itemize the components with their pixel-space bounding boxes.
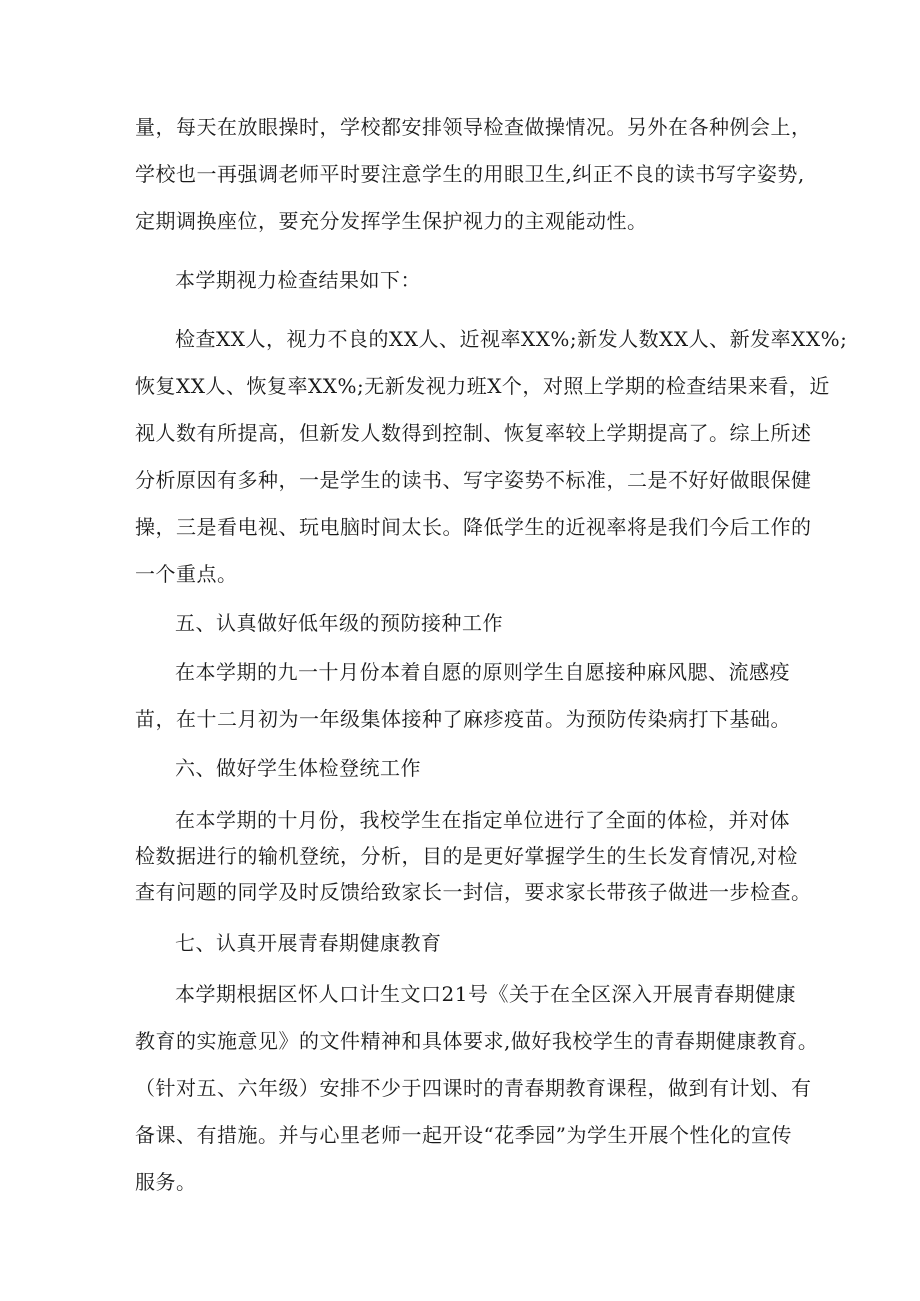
paragraph-vaccination [135,649,790,743]
text-line: 定期调换座位，要充分发挥学生保护视力的主观能动性。 [135,209,648,233]
heading-text: 七、认真开展青春期健康教育 [175,931,442,955]
text-line: 一个重点。 [135,562,238,586]
text-line: 教育的实施意见》的文件精神和具体要求,做好我校学生的青春期健康教育。 [135,1029,819,1053]
text-line: 苗，在十二月初为一年级集体接种了麻疹疫苗。为预防传染病打下基础。 [135,707,791,731]
text-line: 本学期视力检查结果如下： [175,268,421,292]
section-heading-adolescence-education [135,920,790,967]
paragraph-eye-exercise-supervision [135,104,812,245]
text-line: （针对五、六年级）安排不少于四课时的青春期教育课程，做到有计划、有 [135,1076,812,1100]
text-line: 操，三是看电视、玩电脑时间太长。降低学生的近视率将是我们今后工作的 [135,515,812,539]
text-line: 检查XX人，视力不良的XX人、近视率XX%;新发人数XX人、新发率XX%; [175,327,848,351]
paragraph-health-check [135,802,812,910]
heading-text: 六、做好学生体检登统工作 [175,756,421,780]
text-line: 查有问题的同学及时反馈给致家长一封信，要求家长带孩子做进一步检查。 [135,880,812,904]
paragraph-vision-results [135,316,848,598]
text-line: 学校也一再强调老师平时要注意学生的用眼卫生,纠正不良的读书写字姿势, [135,162,805,186]
text-line: 恢复XX人、恢复率XX%;无新发视力班X个，对照上学期的检查结果来看，近 [135,374,830,398]
text-line: 分析原因有多种，一是学生的读书、写字姿势不标准，二是不好好做眼保健 [135,468,812,492]
text-line: 服务。 [135,1170,197,1194]
text-line: 在本学期的十月份，我校学生在指定单位进行了全面的体检，并对体 [175,808,790,832]
text-line: 在本学期的九一十月份本着自愿的原则学生自愿接种麻风腮、流感疫 [175,660,790,684]
paragraph-vision-results-intro [135,257,790,304]
heading-text: 五、认真做好低年级的预防接种工作 [175,611,503,635]
section-heading-health-check [135,745,790,792]
text-line: 量，每天在放眼操时，学校都安排领导检查做操情况。另外在各种例会上， [135,115,812,139]
document-body [135,104,848,1206]
section-heading-vaccination [135,600,790,647]
text-line: 本学期根据区怀人口计生文口21号《关于在全区深入开展青春期健康 [175,982,796,1006]
text-line: 备课、有措施。并与心里老师一起开设“花季园”为学生开展个性化的宣传 [135,1123,792,1147]
text-line: 视人数有所提高，但新发人数得到控制、恢复率较上学期提高了。综上所述 [135,421,812,445]
paragraph-adolescence-education [135,971,819,1206]
text-line: 检数据进行的输机登统，分析，目的是更好掌握学生的生长发育情况,对检 [135,844,798,868]
